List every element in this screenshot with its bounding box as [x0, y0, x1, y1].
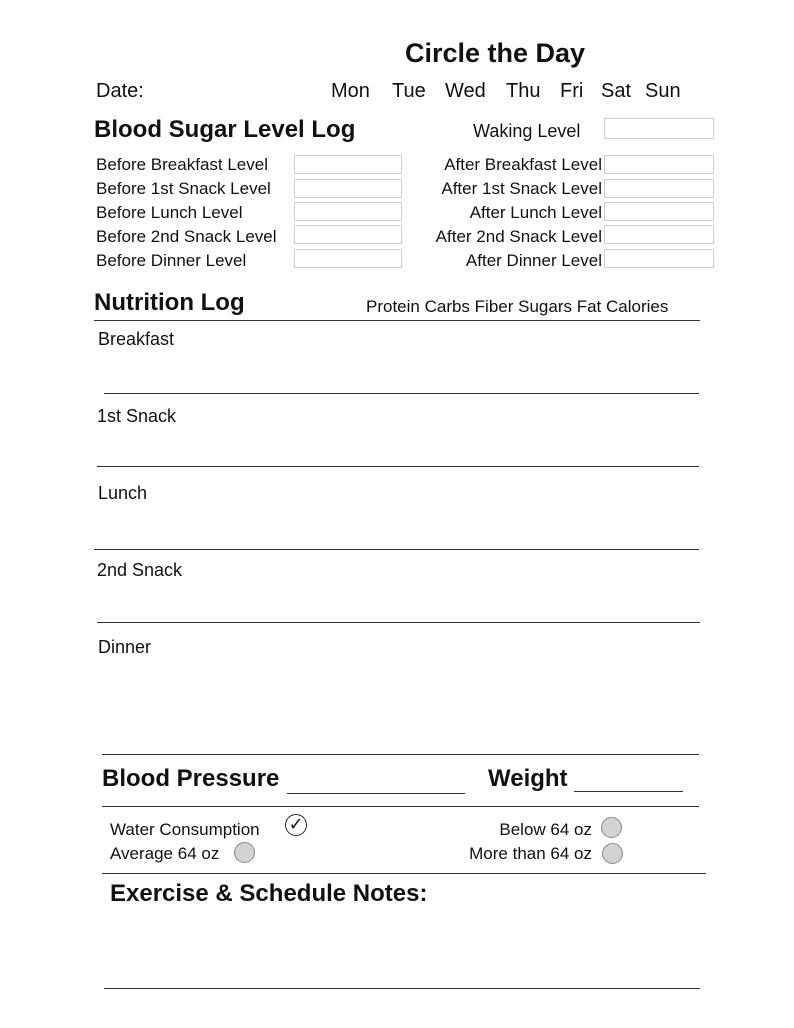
water-below-label: Below 64 oz — [499, 820, 592, 839]
day-sun[interactable]: Sun — [645, 80, 681, 102]
day-wed[interactable]: Wed — [445, 80, 486, 102]
page-title: Circle the Day — [405, 38, 586, 68]
after-1st-snack-label: After 1st Snack Level — [441, 179, 602, 198]
meal-dinner-label: Dinner — [98, 637, 152, 657]
meal-breakfast-label: Breakfast — [98, 329, 175, 349]
date-label: Date: — [96, 80, 144, 102]
after-lunch-label: After Lunch Level — [469, 203, 602, 222]
water-consumption-label: Water Consumption — [110, 820, 260, 839]
day-fri[interactable]: Fri — [560, 80, 584, 102]
blood-sugar-heading: Blood Sugar Level Log — [94, 116, 356, 143]
before-dinner-label: Before Dinner Level — [96, 251, 247, 270]
day-sat[interactable]: Sat — [601, 80, 632, 102]
nutrition-divider — [94, 320, 700, 321]
before-breakfast-field[interactable] — [294, 155, 402, 174]
meal-1st-snack-line[interactable] — [97, 466, 699, 467]
day-mon[interactable]: Mon — [331, 80, 370, 102]
meal-1st-snack-label: 1st Snack — [97, 406, 177, 426]
before-lunch-label: Before Lunch Level — [96, 203, 243, 222]
after-1st-snack-field[interactable] — [604, 179, 714, 198]
day-tue[interactable]: Tue — [392, 80, 426, 102]
nutrition-heading: Nutrition Log — [94, 289, 245, 316]
water-average-radio[interactable] — [234, 842, 255, 863]
after-dinner-field[interactable] — [604, 249, 714, 268]
weight-field[interactable] — [574, 791, 683, 792]
water-below-radio[interactable] — [601, 817, 622, 838]
after-breakfast-label: After Breakfast Level — [444, 155, 602, 174]
before-breakfast-label: Before Breakfast Level — [96, 155, 268, 174]
meal-lunch-label: Lunch — [98, 483, 148, 503]
meal-2nd-snack-label: 2nd Snack — [97, 560, 183, 580]
notes-line[interactable] — [104, 988, 700, 989]
water-more-radio[interactable] — [602, 843, 623, 864]
before-lunch-field[interactable] — [294, 202, 402, 221]
waking-level-field[interactable] — [604, 118, 714, 139]
after-breakfast-field[interactable] — [604, 155, 714, 174]
water-more-label: More than 64 oz — [469, 844, 592, 863]
before-2nd-snack-label: Before 2nd Snack Level — [96, 227, 277, 246]
water-average-label: Average 64 oz — [110, 844, 220, 863]
weight-label: Weight — [488, 765, 568, 792]
after-lunch-field[interactable] — [604, 202, 714, 221]
before-1st-snack-field[interactable] — [294, 179, 402, 198]
water-divider — [102, 873, 706, 874]
waking-level-label: Waking Level — [473, 121, 581, 141]
day-thu[interactable]: Thu — [506, 80, 541, 102]
meal-dinner-line[interactable] — [102, 754, 699, 755]
before-2nd-snack-field[interactable] — [294, 225, 402, 244]
nutrition-columns: Protein Carbs Fiber Sugars Fat Calories — [366, 297, 669, 316]
meal-lunch-line[interactable] — [94, 549, 699, 550]
meal-breakfast-line[interactable] — [104, 393, 699, 394]
before-dinner-field[interactable] — [294, 249, 402, 268]
blood-pressure-label: Blood Pressure — [102, 765, 280, 792]
check-icon: ✓ — [285, 814, 307, 836]
meal-2nd-snack-line[interactable] — [97, 622, 700, 623]
after-2nd-snack-label: After 2nd Snack Level — [435, 227, 602, 246]
after-2nd-snack-field[interactable] — [604, 225, 714, 244]
blood-pressure-field[interactable] — [287, 793, 465, 794]
vitals-divider — [102, 806, 699, 807]
before-1st-snack-label: Before 1st Snack Level — [96, 179, 271, 198]
after-dinner-label: After Dinner Level — [465, 251, 602, 270]
notes-heading: Exercise & Schedule Notes: — [110, 880, 428, 907]
